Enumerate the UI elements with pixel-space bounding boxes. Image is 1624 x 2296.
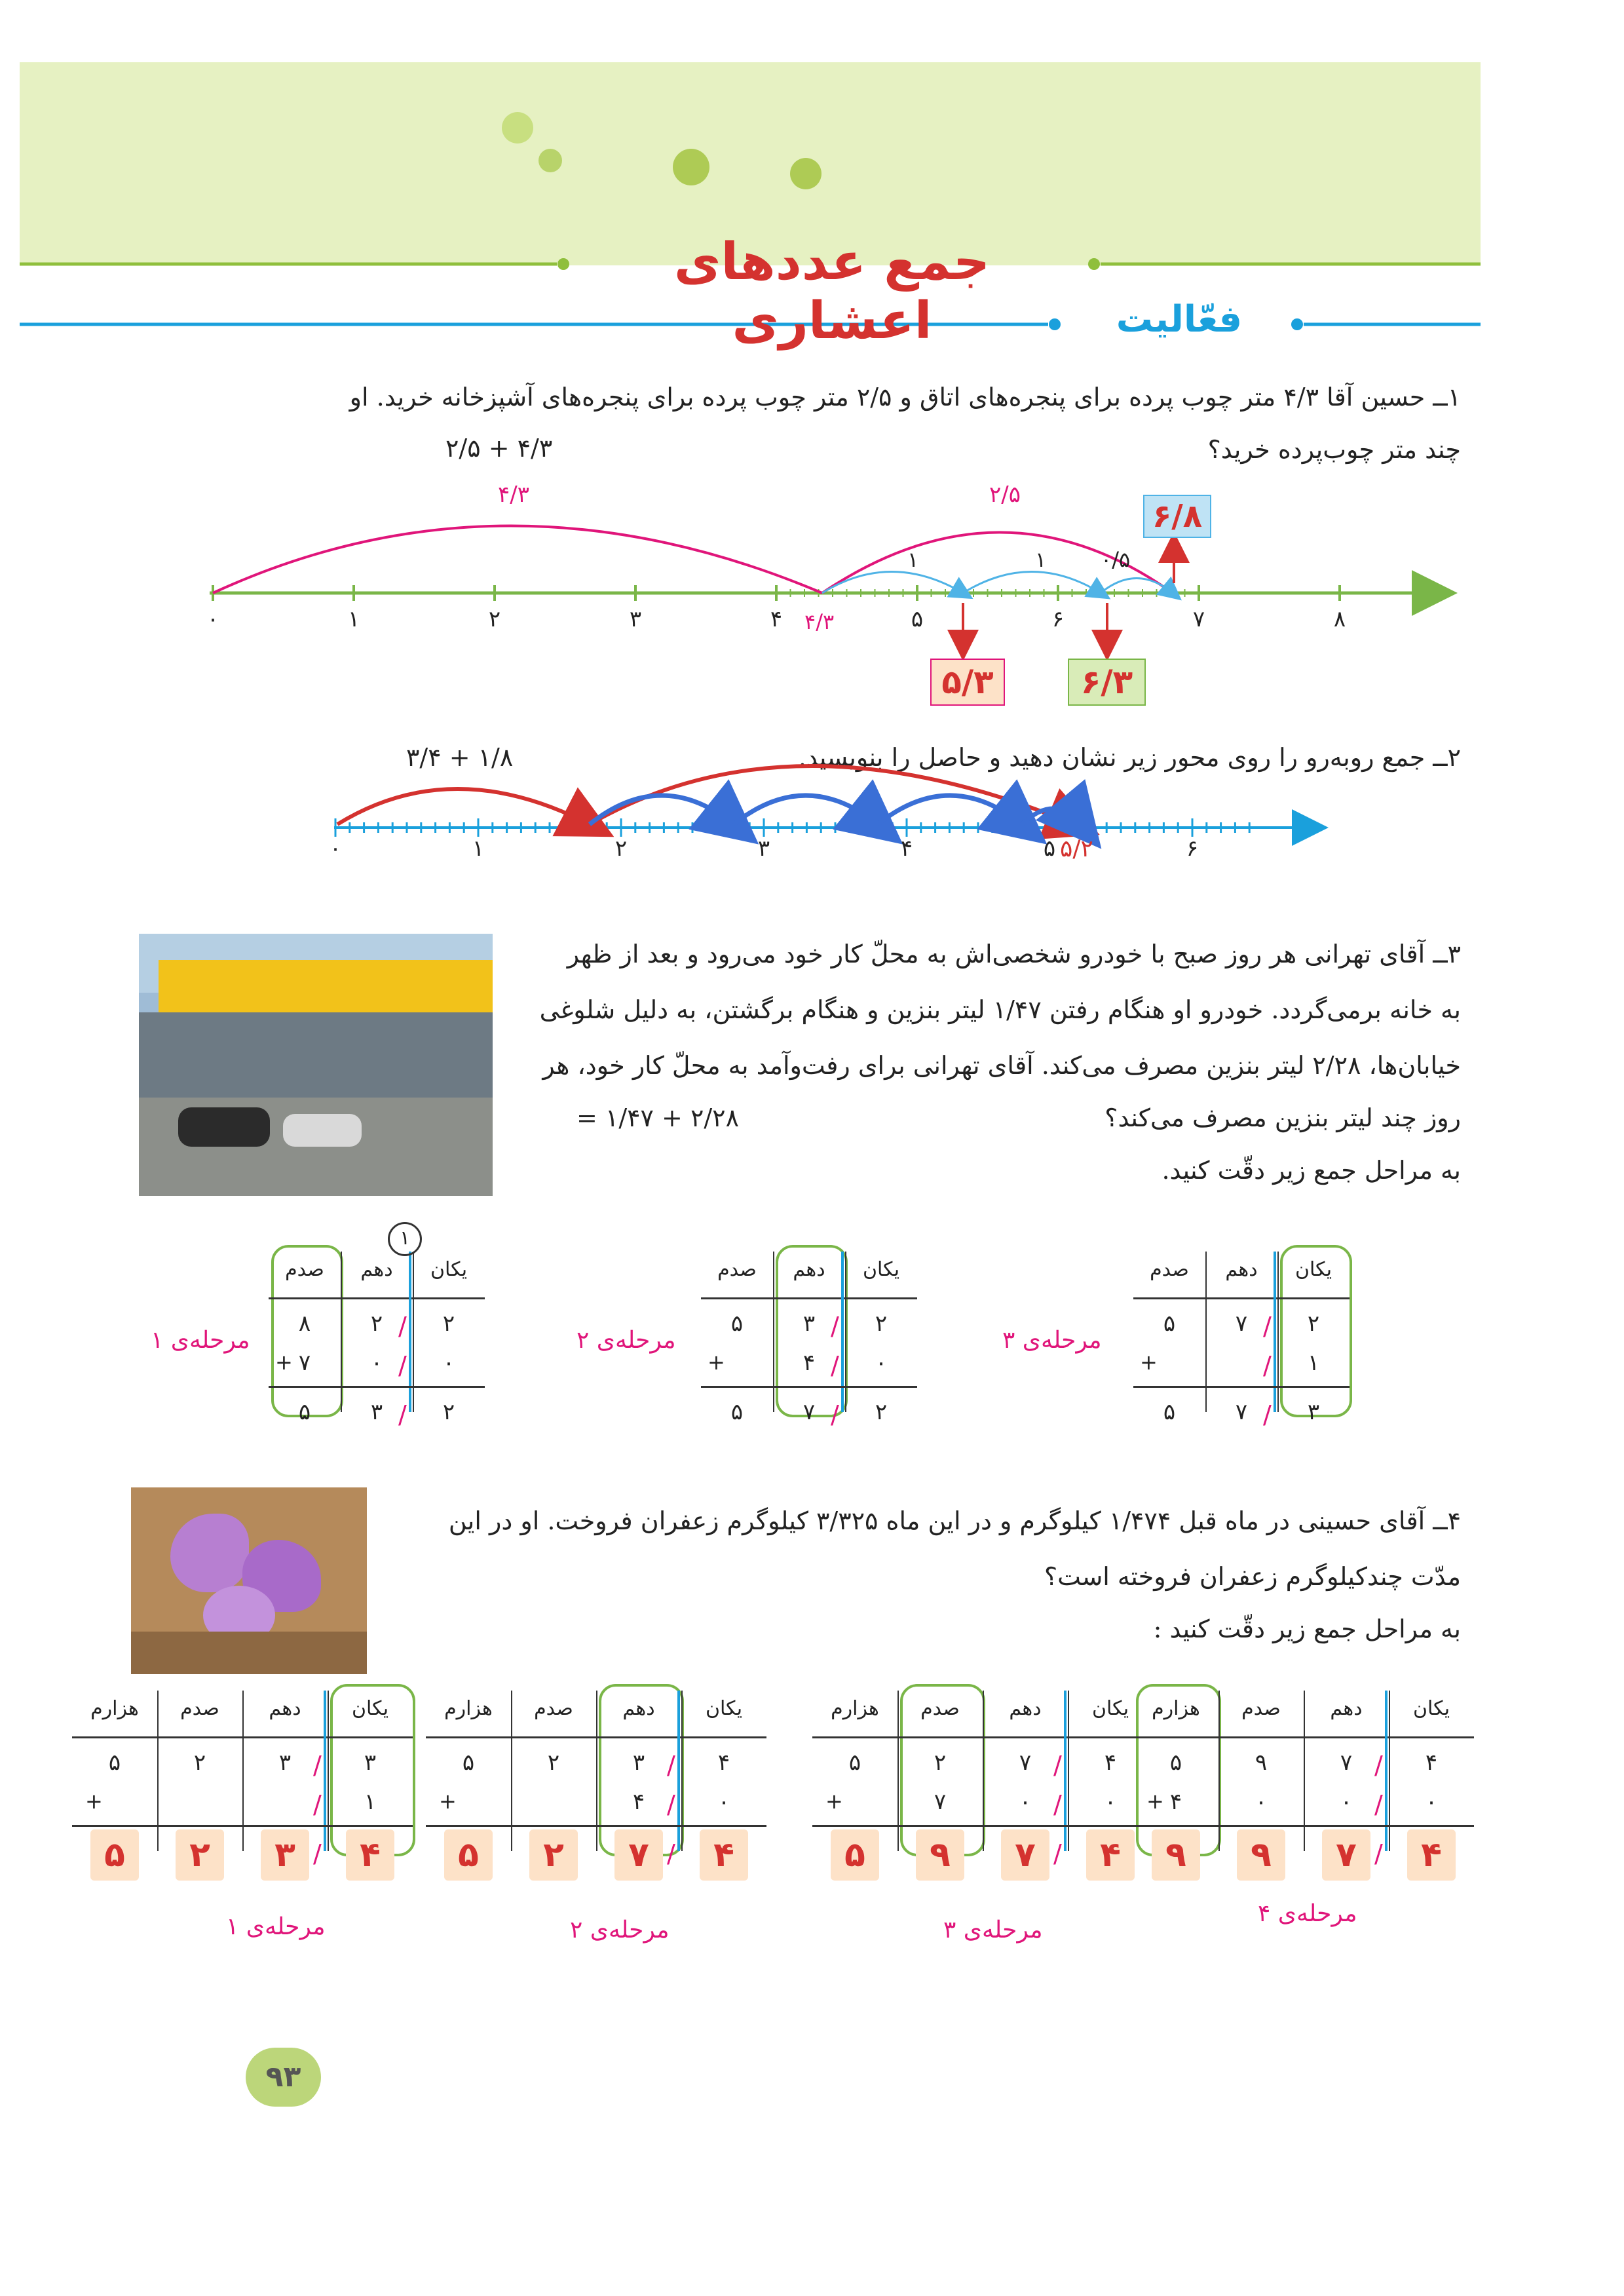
column-header: یکان bbox=[1412, 1697, 1450, 1720]
column-header: هزارم bbox=[90, 1697, 139, 1720]
q2-tick-label: ۰ bbox=[329, 835, 342, 862]
digit: ۲ bbox=[875, 1311, 888, 1337]
stage-label: مرحله‌ی ۲ bbox=[570, 1917, 670, 1943]
sum-rule bbox=[1133, 1825, 1474, 1827]
header-rule bbox=[701, 1297, 917, 1299]
digit: ۵ bbox=[730, 1311, 744, 1337]
digit: ۲ bbox=[442, 1311, 455, 1337]
q1-result-box: ۵/۳ bbox=[930, 659, 1005, 706]
q2-tick-label: ۴ bbox=[900, 835, 913, 862]
digit: ۰ bbox=[717, 1789, 730, 1815]
decimal-mark: / bbox=[1053, 1790, 1062, 1819]
q1-tick-label: ۷ bbox=[1192, 606, 1205, 632]
column-header: یکان bbox=[1091, 1697, 1129, 1720]
sum-rule bbox=[1133, 1386, 1350, 1388]
digit: ۰ bbox=[1104, 1789, 1117, 1815]
q1-line2: چند متر چوب‌پرده خرید؟ bbox=[1207, 435, 1461, 464]
stage-label: مرحله‌ی ۱ bbox=[226, 1913, 326, 1940]
header-rule bbox=[269, 1297, 485, 1299]
q3-line3: خیابان‌ها، ۲/۲۸ لیتر بنزین مصرف می‌کند. آقای تهرانی برای رفت‌وآمد به محلّ کار خود، هر bbox=[542, 1051, 1461, 1080]
q1-result-box: ۶/۸ bbox=[1143, 495, 1211, 538]
digit: ۳ bbox=[632, 1750, 645, 1776]
q3-note: به مراحل جمع زیر دقّت کنید. bbox=[1161, 1156, 1461, 1185]
q3-line4: روز چند لیتر بنزین مصرف می‌کند؟ bbox=[1105, 1103, 1461, 1132]
decimal-mark: / bbox=[1374, 1839, 1383, 1868]
sum-digit: ۹ bbox=[1237, 1829, 1285, 1881]
column-header: دهم bbox=[622, 1697, 655, 1720]
q1-result-box: ۶/۳ bbox=[1068, 659, 1146, 706]
sum-digit: ۷ bbox=[1322, 1829, 1370, 1881]
column-header: دهم bbox=[793, 1258, 825, 1281]
sum-rule bbox=[269, 1386, 485, 1388]
sum-digit: ۴ bbox=[346, 1829, 394, 1881]
digit: ۴ bbox=[1104, 1750, 1117, 1776]
digit: ۷ bbox=[298, 1350, 311, 1376]
plus-sign: + bbox=[1140, 1350, 1158, 1375]
decor-dot bbox=[790, 158, 821, 189]
stage-label: مرحله‌ی ۲ bbox=[576, 1327, 676, 1354]
decimal-mark: / bbox=[398, 1351, 407, 1380]
decimal-mark: / bbox=[1053, 1839, 1062, 1868]
column-header: صدم bbox=[534, 1697, 573, 1720]
sum-digit: ۴ bbox=[1407, 1829, 1456, 1881]
column-header: صدم bbox=[1150, 1258, 1189, 1281]
digit: ۲ bbox=[934, 1750, 947, 1776]
stage-label: مرحله‌ی ۱ bbox=[151, 1327, 250, 1354]
q1-number-line bbox=[0, 472, 1624, 721]
sum-digit: ۵ bbox=[444, 1829, 493, 1881]
addition-table bbox=[52, 1684, 432, 1875]
q2-text: ۲ــ جمع روبه‌رو را روی محور زیر نشان دهید و حاصل را بنویسید. bbox=[798, 743, 1461, 772]
digit: ۵ bbox=[848, 1750, 861, 1776]
decimal-mark: / bbox=[1374, 1790, 1383, 1819]
digit: ۷ bbox=[934, 1789, 947, 1815]
plus-sign: + bbox=[1146, 1789, 1164, 1814]
sum-digit: ۹ bbox=[916, 1829, 964, 1881]
column-header: دهم bbox=[269, 1697, 301, 1720]
column-header: هزارم bbox=[831, 1697, 879, 1720]
decimal-mark: / bbox=[667, 1751, 675, 1780]
addition-table bbox=[249, 1245, 504, 1429]
column-header: یکان bbox=[705, 1697, 743, 1720]
digit: ۰ bbox=[1340, 1789, 1353, 1815]
stage-label: مرحله‌ی ۴ bbox=[1258, 1900, 1357, 1927]
q1-tick-label: ۸ bbox=[1333, 606, 1346, 632]
sum-digit: ۹ bbox=[1152, 1829, 1200, 1881]
digit: ۷ bbox=[1019, 1750, 1032, 1776]
sum-digit: ۵ bbox=[90, 1829, 139, 1881]
column-header: دهم bbox=[360, 1258, 393, 1281]
decimal-mark: / bbox=[1263, 1351, 1272, 1380]
decimal-mark: / bbox=[313, 1790, 322, 1819]
column-header: صدم bbox=[180, 1697, 219, 1720]
decimal-mark: / bbox=[831, 1312, 839, 1341]
digit: ۰ bbox=[1255, 1789, 1268, 1815]
q2-answer: ۵/۲ bbox=[1060, 835, 1093, 862]
q1-step-label: ۱ bbox=[907, 547, 919, 572]
decimal-mark: / bbox=[667, 1790, 675, 1819]
digit: ۴ bbox=[632, 1789, 645, 1815]
page-number: ۹۳ bbox=[246, 2048, 321, 2107]
page-title: جمع عددهای اعشاری bbox=[673, 233, 991, 351]
q1-arc-label: ۲/۵ bbox=[989, 482, 1021, 508]
q1-tick-label: ۶ bbox=[1051, 606, 1065, 632]
digit: ۰ bbox=[1425, 1789, 1438, 1815]
q1-tick-label: ۲ bbox=[488, 606, 501, 632]
digit: ۰ bbox=[442, 1350, 455, 1376]
digit: ۴ bbox=[1169, 1789, 1182, 1815]
addition-table bbox=[406, 1684, 786, 1875]
sum-digit: ۲ bbox=[529, 1829, 578, 1881]
q2-number-line bbox=[0, 754, 1624, 885]
digit: ۳ bbox=[803, 1311, 816, 1337]
sum-digit: ۵ bbox=[831, 1829, 879, 1881]
sum-rule bbox=[426, 1825, 766, 1827]
column-header: دهم bbox=[1225, 1258, 1258, 1281]
digit: ۴ bbox=[717, 1750, 730, 1776]
digit: ۴ bbox=[803, 1350, 816, 1376]
digit: ۵ bbox=[462, 1750, 475, 1776]
decor-dot bbox=[502, 112, 533, 144]
q2-tick-label: ۱ bbox=[472, 835, 485, 862]
saffron-photo bbox=[131, 1487, 367, 1674]
q2-expression: ۱/۸ + ۳/۴ bbox=[406, 743, 514, 772]
sum-digit: ۵ bbox=[730, 1399, 744, 1425]
digit: ۳ bbox=[278, 1750, 292, 1776]
q4-line1: ۴ــ آقای حسینی در ماه قبل ۱/۴۷۴ کیلوگرم و در این ماه ۳/۳۲۵ کیلوگرم زعفران فروخت. او در این bbox=[448, 1506, 1461, 1535]
sum-digit: ۵ bbox=[298, 1399, 311, 1425]
digit: ۵ bbox=[108, 1750, 121, 1776]
q2-tick-label: ۵ bbox=[1043, 835, 1056, 862]
q3-expression: ۲/۲۸ + ۱/۴۷ = bbox=[576, 1103, 740, 1132]
digit: ۱ bbox=[364, 1789, 377, 1815]
decor-dot bbox=[538, 149, 562, 172]
column-header: دهم bbox=[1330, 1697, 1363, 1720]
q1-step-label: ۱ bbox=[1035, 547, 1047, 572]
addition-table bbox=[1114, 1245, 1369, 1429]
decimal-mark: / bbox=[313, 1839, 322, 1868]
q1-start-label: ۴/۳ bbox=[804, 609, 835, 634]
q1-expression: ۴/۳ + ۲/۵ bbox=[445, 434, 553, 463]
sum-digit: ۷ bbox=[1001, 1829, 1049, 1881]
header-rule bbox=[1133, 1297, 1350, 1299]
digit: ۳ bbox=[364, 1750, 377, 1776]
digit: ۵ bbox=[1163, 1311, 1176, 1337]
plus-sign: + bbox=[708, 1350, 725, 1375]
column-header: یکان bbox=[430, 1258, 468, 1281]
q1-line1: ۱ــ حسین آقا ۴/۳ متر چوب پرده برای پنجره‌های اتاق و ۲/۵ متر چوب پرده برای پنجره‌های آشپزخانه خرید. او bbox=[349, 383, 1461, 411]
sum-digit: ۲ bbox=[176, 1829, 224, 1881]
digit: ۲ bbox=[547, 1750, 560, 1776]
sum-rule bbox=[72, 1825, 413, 1827]
sum-digit: ۳ bbox=[370, 1399, 383, 1425]
q1-tick-label: ۱ bbox=[347, 606, 360, 632]
plus-sign: + bbox=[85, 1789, 103, 1814]
q2-tick-label: ۲ bbox=[614, 835, 628, 862]
q4-line2: مدّت چندکیلوگرم زعفران فروخته است؟ bbox=[1044, 1562, 1461, 1591]
digit: ۷ bbox=[1235, 1311, 1248, 1337]
q4-note: به مراحل جمع زیر دقّت کنید : bbox=[1153, 1615, 1461, 1643]
column-header: هزارم bbox=[444, 1697, 493, 1720]
sum-digit: ۳ bbox=[261, 1829, 309, 1881]
gas-station-photo bbox=[139, 934, 493, 1196]
q2-tick-label: ۶ bbox=[1186, 835, 1199, 862]
q1-tick-label: ۵ bbox=[911, 606, 924, 632]
decimal-mark: / bbox=[667, 1839, 675, 1868]
carry-digit: ۱ bbox=[388, 1222, 422, 1256]
digit: ۵ bbox=[1169, 1750, 1182, 1776]
digit: ۸ bbox=[298, 1311, 311, 1337]
q1-tick-label: ۴ bbox=[770, 606, 783, 632]
sum-digit: ۷ bbox=[614, 1829, 663, 1881]
sum-rule bbox=[812, 1825, 1153, 1827]
q3-line1: ۳ــ آقای تهرانی هر روز صبح با خودرو شخصی‌اش به محلّ کار خود می‌رود و بعد از ظهر bbox=[567, 940, 1461, 968]
digit: ۷ bbox=[1340, 1750, 1353, 1776]
plus-sign: + bbox=[439, 1789, 457, 1814]
decor-dot bbox=[673, 149, 709, 185]
decimal-mark: / bbox=[831, 1351, 839, 1380]
digit: ۱ bbox=[1307, 1350, 1320, 1376]
column-header: صدم bbox=[920, 1697, 960, 1720]
column-header: صدم bbox=[717, 1258, 757, 1281]
column-header: دهم bbox=[1009, 1697, 1042, 1720]
q1-tick-label: ۳ bbox=[629, 606, 642, 632]
digit: ۰ bbox=[370, 1350, 383, 1376]
digit: ۹ bbox=[1255, 1750, 1268, 1776]
column-header: صدم bbox=[285, 1258, 324, 1281]
plus-sign: + bbox=[275, 1350, 293, 1375]
q2-tick-label: ۳ bbox=[757, 835, 770, 862]
decimal-mark: / bbox=[831, 1400, 839, 1429]
decimal-mark: / bbox=[1374, 1751, 1383, 1780]
digit: ۲ bbox=[193, 1750, 206, 1776]
digit: ۰ bbox=[875, 1350, 888, 1376]
q3-line2: به خانه برمی‌گردد. خودرو او هنگام رفتن ۱/۴۷ لیتر بنزین و هنگام برگشتن، به دلیل شلوغی bbox=[539, 995, 1461, 1024]
addition-table bbox=[681, 1245, 937, 1429]
addition-table bbox=[1114, 1684, 1494, 1875]
digit: ۲ bbox=[370, 1311, 383, 1337]
plus-sign: + bbox=[825, 1789, 843, 1814]
column-header: هزارم bbox=[1152, 1697, 1200, 1720]
sum-digit: ۳ bbox=[1307, 1399, 1320, 1425]
digit: ۲ bbox=[1307, 1311, 1320, 1337]
decimal-mark: / bbox=[1263, 1400, 1272, 1429]
decimal-mark: / bbox=[1263, 1312, 1272, 1341]
column-header: صدم bbox=[1241, 1697, 1281, 1720]
digit: ۴ bbox=[1425, 1750, 1438, 1776]
sum-digit: ۴ bbox=[700, 1829, 748, 1881]
q1-step-label: ۰/۵ bbox=[1101, 547, 1131, 572]
decimal-mark: / bbox=[398, 1400, 407, 1429]
section-title: فعّالیت bbox=[1116, 298, 1243, 341]
decimal-mark: / bbox=[313, 1751, 322, 1780]
sum-digit: ۷ bbox=[1235, 1399, 1248, 1425]
sum-digit: ۲ bbox=[442, 1399, 455, 1425]
sum-digit: ۲ bbox=[875, 1399, 888, 1425]
digit: ۰ bbox=[1019, 1789, 1032, 1815]
column-header: یکان bbox=[862, 1258, 900, 1281]
sum-rule bbox=[701, 1386, 917, 1388]
decimal-mark: / bbox=[398, 1312, 407, 1341]
sum-digit: ۴ bbox=[1086, 1829, 1135, 1881]
sum-digit: ۵ bbox=[1163, 1399, 1176, 1425]
sum-digit: ۷ bbox=[803, 1399, 816, 1425]
column-header: یکان bbox=[1294, 1258, 1332, 1281]
q1-tick-label: ۰ bbox=[206, 606, 219, 632]
stage-label: مرحله‌ی ۳ bbox=[1002, 1327, 1102, 1354]
decimal-mark: / bbox=[1053, 1751, 1062, 1780]
q1-arc-label: ۴/۳ bbox=[498, 482, 529, 508]
stage-label: مرحله‌ی ۳ bbox=[943, 1917, 1043, 1943]
column-header: یکان bbox=[351, 1697, 389, 1720]
